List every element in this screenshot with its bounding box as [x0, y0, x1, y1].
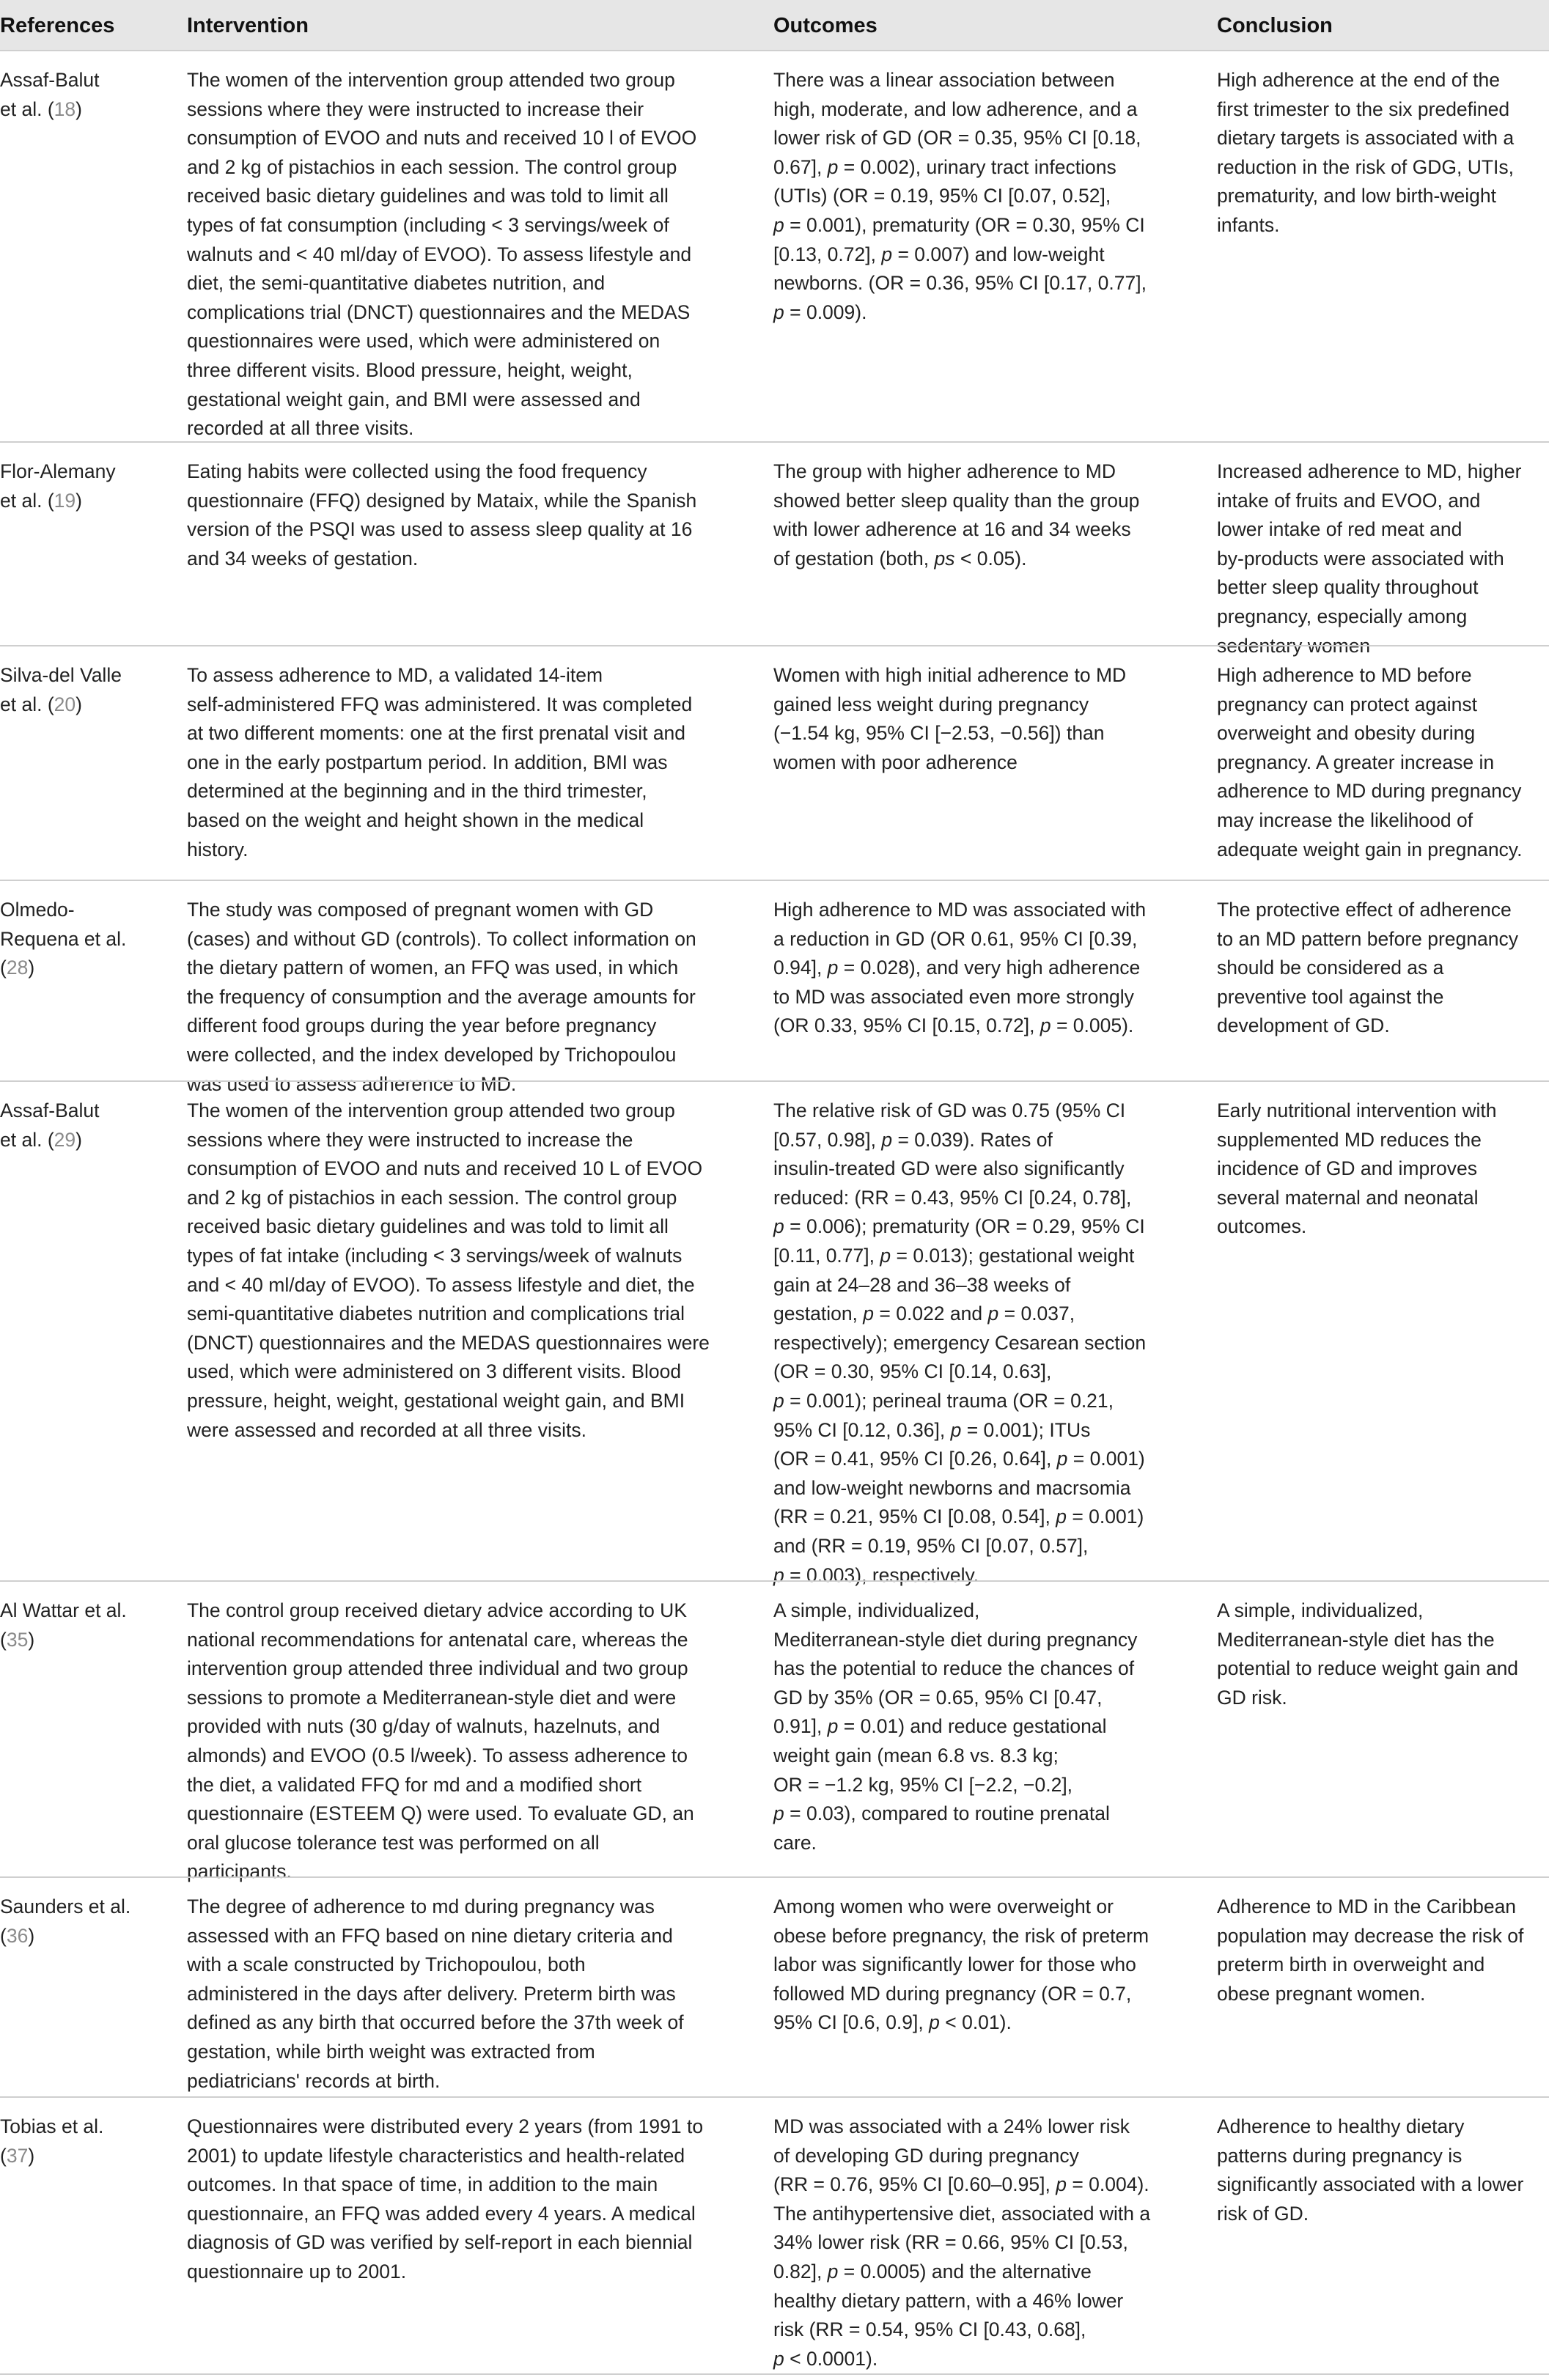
conclusion-line: risk of GD. — [1217, 2202, 1309, 2225]
conclusion-line: by-products were associated with — [1217, 547, 1504, 570]
conclusion-line: Early nutritional intervention with — [1217, 1099, 1497, 1121]
intervention-line: questionnaire up to 2001. — [187, 2260, 407, 2283]
conclusion-line: better sleep quality throughout — [1217, 576, 1479, 599]
reference-text: ) — [28, 957, 35, 979]
outcomes-line: (UTIs) (OR = 0.19, 95% CI [0.07, 0.52], — [773, 185, 1111, 207]
outcomes-line: Mediterranean-style diet during pregnancy — [773, 1628, 1138, 1651]
conclusion-line: dietary targets is associated with a — [1217, 127, 1515, 150]
intervention-line: version of the PSQI was used to assess sleep quality at 16 — [187, 518, 693, 541]
reference-text: Assaf-Balut — [0, 1099, 100, 1121]
outcomes-line: labor was significantly lower for those who — [773, 1953, 1136, 1976]
conclusion-line: prematurity, and low birth-weight — [1217, 185, 1496, 207]
intervention-line: 2001) to update lifestyle characteristics and health-related — [187, 2144, 685, 2167]
reference-text: ( — [0, 1924, 7, 1947]
header-intervention: Intervention — [187, 14, 309, 37]
cell-intervention — [187, 1893, 684, 2096]
conclusion-line: to an MD pattern before pregnancy — [1217, 927, 1518, 950]
outcomes-line: obese before pregnancy, the risk of preterm — [773, 1924, 1149, 1947]
reference-text: Al Wattar et al. — [0, 1599, 127, 1621]
intervention-line: semi-quantitative diabetes nutrition and complications trial — [187, 1303, 685, 1325]
reference-text: Saunders et al. — [0, 1895, 131, 1917]
outcomes-line: [0.57, 0.98], p = 0.039). Rates of — [773, 1128, 1053, 1151]
reference-line — [0, 1126, 100, 1155]
intervention-line: the diet, a validated FFQ for md and a modified short — [187, 1773, 642, 1796]
reference-text: ( — [0, 957, 7, 979]
outcomes-line: (RR = 0.76, 95% CI [0.60–0.95], p = 0.004). — [773, 2173, 1149, 2196]
citation-link[interactable]: 37 — [6, 2144, 29, 2167]
intervention-line: participants. — [187, 1860, 292, 1883]
intervention-line: three different visits. Blood pressure, height, weight, — [187, 358, 633, 381]
intervention-line: pediatricians' records at birth. — [187, 2069, 441, 2092]
conclusion-line: several maternal and neonatal — [1217, 1186, 1479, 1209]
conclusion-line: infants. — [1217, 213, 1280, 236]
intervention-line: walnuts and < 40 ml/day of EVOO). To assess lifestyle and — [187, 243, 692, 265]
outcomes-line: (RR = 0.21, 95% CI [0.08, 0.54], p = 0.001) — [773, 1506, 1144, 1528]
outcomes-line: lower risk of GD (OR = 0.35, 95% CI [0.18, — [773, 127, 1141, 150]
intervention-line: and < 40 ml/day of EVOO). To assess lifestyle and diet, the — [187, 1273, 695, 1296]
outcomes-line: 95% CI [0.12, 0.36], p = 0.001); ITUs — [773, 1418, 1091, 1441]
cell-conclusion — [1217, 661, 1522, 864]
reference-line — [0, 487, 116, 516]
conclusion-line: development of GD. — [1217, 1014, 1390, 1037]
reference-line — [0, 2142, 103, 2171]
header-conclusion: Conclusion — [1217, 14, 1333, 37]
citation-link[interactable]: 19 — [54, 489, 76, 512]
outcomes-line: There was a linear association between — [773, 69, 1115, 91]
outcomes-line: 0.94], p = 0.028), and very high adherence — [773, 957, 1141, 979]
intervention-line: received basic dietary guidelines and was told to limit all — [187, 185, 669, 207]
reference-line — [0, 1596, 127, 1626]
conclusion-line: significantly associated with a lower — [1217, 2173, 1524, 2196]
cell-reference — [0, 661, 122, 719]
table-row — [0, 50, 1549, 440]
cell-outcomes — [773, 66, 1147, 327]
outcomes-line: p = 0.003), respectively. — [773, 1563, 979, 1586]
reference-line — [0, 661, 122, 690]
intervention-line: self-administered FFQ was administered. It was completed — [187, 693, 693, 715]
cell-conclusion — [1217, 457, 1521, 660]
intervention-line: determined at the beginning and in the third trimester, — [187, 780, 647, 803]
outcomes-line: GD by 35% (OR = 0.65, 95% CI [0.47, — [773, 1686, 1103, 1709]
table-row — [0, 1580, 1549, 1883]
outcomes-line: The group with higher adherence to MD — [773, 460, 1116, 482]
outcomes-line: 95% CI [0.6, 0.9], p < 0.01). — [773, 2011, 1012, 2034]
reference-text: et al. ( — [0, 97, 54, 120]
reference-line — [0, 896, 126, 925]
conclusion-line: first trimester to the six predefined — [1217, 97, 1510, 120]
outcomes-line: (−1.54 kg, 95% CI [−2.53, −0.56]) than — [773, 722, 1105, 745]
reference-text: et al. ( — [0, 693, 54, 715]
outcomes-line: gestation, p = 0.022 and p = 0.037, — [773, 1303, 1075, 1325]
conclusion-line: reduction in the risk of GDG, UTIs, — [1217, 155, 1514, 178]
cell-outcomes — [773, 1596, 1137, 1857]
intervention-line: different food groups during the year before pregnancy — [187, 1014, 657, 1037]
conclusion-line: should be considered as a — [1217, 957, 1444, 979]
reference-text: Olmedo- — [0, 899, 75, 921]
outcomes-line: of developing GD during pregnancy — [773, 2144, 1079, 2167]
intervention-line: were collected, and the index developed by Trichopoulou — [187, 1043, 677, 1066]
conclusion-line: intake of fruits and EVOO, and — [1217, 489, 1481, 512]
conclusion-line: High adherence to MD before — [1217, 664, 1472, 686]
outcomes-line: 34% lower risk (RR = 0.66, 95% CI [0.53, — [773, 2231, 1128, 2254]
intervention-line: provided with nuts (30 g/day of walnuts, hazelnuts, and — [187, 1715, 661, 1738]
cell-outcomes — [773, 661, 1126, 777]
cell-reference — [0, 1097, 100, 1154]
cell-outcomes — [773, 2112, 1150, 2373]
reference-line — [0, 1922, 130, 1951]
cell-reference — [0, 2112, 103, 2170]
reference-text: ) — [28, 1924, 35, 1947]
header-outcomes: Outcomes — [773, 14, 877, 37]
citation-link[interactable]: 28 — [6, 957, 29, 979]
outcomes-line: reduced: (RR = 0.43, 95% CI [0.24, 0.78], — [773, 1186, 1132, 1209]
intervention-line: one in the early postpartum period. In addition, BMI was — [187, 751, 668, 773]
cell-intervention — [187, 1596, 694, 1887]
outcomes-line: showed better sleep quality than the group — [773, 489, 1140, 512]
outcomes-line: 0.91], p = 0.01) and reduce gestational — [773, 1715, 1107, 1738]
intervention-line: To assess adherence to MD, a validated 14-item — [187, 664, 603, 686]
cell-outcomes — [773, 1893, 1149, 2038]
reference-line — [0, 2112, 103, 2142]
cell-conclusion — [1217, 2112, 1523, 2228]
outcomes-line: gain at 24–28 and 36–38 weeks of — [773, 1273, 1071, 1296]
outcomes-line: of gestation (both, ps < 0.05). — [773, 547, 1027, 570]
intervention-line: questionnaire, an FFQ was added every 4 years. A medical — [187, 2202, 696, 2225]
intervention-line: consumption of EVOO and nuts and received 10 L of EVOO — [187, 1157, 703, 1180]
reference-text: et al. ( — [0, 1128, 54, 1151]
intervention-line: almonds) and EVOO (0.5 l/week). To assess adherence to — [187, 1744, 688, 1766]
intervention-line: questionnaire (ESTEEM Q) were used. To evaluate GD, an — [187, 1802, 694, 1825]
outcomes-line: p = 0.006); prematurity (OR = 0.29, 95% CI — [773, 1215, 1145, 1238]
conclusion-line: overweight and obesity during — [1217, 722, 1476, 745]
outcomes-line: high, moderate, and low adherence, and a — [773, 97, 1138, 120]
conclusion-line: obese pregnant women. — [1217, 1982, 1426, 2005]
intervention-line: gestation, while birth weight was extracted from — [187, 2040, 595, 2063]
intervention-line: Eating habits were collected using the food frequency — [187, 460, 647, 482]
outcomes-line: [0.13, 0.72], p = 0.007) and low-weight — [773, 243, 1105, 265]
conclusion-line: Adherence to MD in the Caribbean — [1217, 1895, 1517, 1917]
cell-outcomes — [773, 896, 1146, 1041]
conclusion-line: pregnancy, especially among — [1217, 605, 1468, 627]
cell-reference — [0, 1893, 130, 1950]
outcomes-line: to MD was associated even more strongly — [773, 985, 1134, 1008]
conclusion-line: adherence to MD during pregnancy — [1217, 780, 1522, 803]
cell-conclusion — [1217, 66, 1514, 240]
outcomes-line: p < 0.0001). — [773, 2347, 878, 2370]
conclusion-line: patterns during pregnancy is — [1217, 2144, 1462, 2167]
citation-link[interactable]: 29 — [54, 1128, 76, 1151]
outcomes-line: The relative risk of GD was 0.75 (95% CI — [773, 1099, 1126, 1121]
outcomes-line: a reduction in GD (OR 0.61, 95% CI [0.39, — [773, 927, 1138, 950]
conclusion-line: A simple, individualized, — [1217, 1599, 1424, 1621]
table-row — [0, 441, 1549, 657]
intervention-line: used, which were administered on 3 different visits. Blood — [187, 1360, 682, 1383]
outcomes-line: gained less weight during pregnancy — [773, 693, 1089, 715]
outcomes-line: with lower adherence at 16 and 34 weeks — [773, 518, 1131, 541]
conclusion-line: Increased adherence to MD, higher — [1217, 460, 1522, 482]
table-row — [0, 1876, 1549, 2092]
intervention-line: intervention group attended three individual and two group — [187, 1657, 688, 1680]
cell-outcomes — [773, 457, 1139, 573]
intervention-line: pressure, height, weight, gestational weight gain, and BMI — [187, 1389, 685, 1412]
intervention-line: diagnosis of GD was verified by self-report in each biennial — [187, 2231, 693, 2254]
intervention-line: (DNCT) questionnaires and the MEDAS questionnaires were — [187, 1331, 710, 1354]
outcomes-line: risk (RR = 0.54, 95% CI [0.43, 0.68], — [773, 2318, 1086, 2341]
intervention-line: and 2 kg of pistachios in each session. The control group — [187, 1186, 677, 1209]
reference-text: ) — [28, 1628, 35, 1651]
outcomes-line: 0.67], p = 0.002), urinary tract infections — [773, 155, 1116, 178]
table-row — [0, 2096, 1549, 2370]
intervention-line: defined as any birth that occurred before the 37th week of — [187, 2011, 684, 2034]
intervention-line: based on the weight and height shown in the medical — [187, 808, 644, 831]
cell-reference — [0, 896, 126, 983]
intervention-line: sessions where they were instructed to increase the — [187, 1128, 633, 1151]
outcomes-line: OR = −1.2 kg, 95% CI [−2.2, −0.2], — [773, 1773, 1073, 1796]
conclusion-line: incidence of GD and improves — [1217, 1157, 1477, 1180]
cell-intervention — [187, 457, 696, 573]
reference-text: ) — [76, 693, 82, 715]
conclusion-line: pregnancy can protect against — [1217, 693, 1478, 715]
citation-link[interactable]: 35 — [6, 1628, 29, 1651]
conclusion-line: population may decrease the risk of — [1217, 1924, 1524, 1947]
intervention-line: The degree of adherence to md during pregnancy was — [187, 1895, 655, 1917]
reference-line — [0, 954, 126, 983]
conclusion-line: Adherence to healthy dietary — [1217, 2115, 1465, 2137]
outcomes-line: Women with high initial adherence to MD — [773, 664, 1127, 686]
table-bottom-rule — [0, 2373, 1549, 2375]
reference-text: ) — [28, 2144, 35, 2167]
intervention-line: the frequency of consumption and the average amounts for — [187, 985, 696, 1008]
outcomes-line: Among women who were overweight or — [773, 1895, 1114, 1917]
outcomes-line: and low-weight newborns and macrsomia — [773, 1476, 1131, 1499]
cell-intervention — [187, 896, 696, 1099]
outcomes-line: care. — [773, 1831, 817, 1854]
intervention-line: were assessed and recorded at all three visits. — [187, 1418, 586, 1441]
table-row — [0, 880, 1549, 1095]
cell-conclusion — [1217, 1097, 1497, 1242]
outcomes-line: healthy dietary pattern, with a 46% lower — [773, 2289, 1124, 2312]
reference-text: Assaf-Balut — [0, 69, 100, 91]
conclusion-line: adequate weight gain in pregnancy. — [1217, 838, 1523, 861]
intervention-line: diet, the semi-quantitative diabetes nutrition, and — [187, 272, 606, 295]
outcomes-line: (OR = 0.30, 95% CI [0.14, 0.63], — [773, 1360, 1052, 1383]
header-references: References — [0, 14, 115, 37]
cell-conclusion — [1217, 896, 1518, 1041]
conclusion-line: may increase the likelihood of — [1217, 808, 1473, 831]
reference-text: ( — [0, 1628, 7, 1651]
reference-text: ) — [76, 97, 82, 120]
conclusion-line: Mediterranean-style diet has the — [1217, 1628, 1495, 1651]
conclusion-line: pregnancy. A greater increase in — [1217, 751, 1495, 773]
intervention-line: The women of the intervention group attended two group — [187, 1099, 675, 1121]
intervention-line: The women of the intervention group attended two group — [187, 69, 675, 91]
reference-line — [0, 1097, 100, 1126]
conclusion-line: potential to reduce weight gain and — [1217, 1657, 1519, 1680]
outcomes-line: p = 0.001), prematurity (OR = 0.30, 95% CI — [773, 213, 1145, 236]
intervention-line: consumption of EVOO and nuts and received 10 l of EVOO — [187, 127, 697, 150]
reference-line — [0, 1626, 127, 1655]
conclusion-line: supplemented MD reduces the — [1217, 1128, 1482, 1151]
reference-line — [0, 1893, 130, 1922]
outcomes-line: p = 0.009). — [773, 301, 867, 323]
reference-line — [0, 690, 122, 720]
intervention-line: complications trial (DNCT) questionnaires and the MEDAS — [187, 301, 691, 323]
reference-text: ( — [0, 2144, 7, 2167]
cell-intervention — [187, 661, 692, 864]
conclusion-line: GD risk. — [1217, 1686, 1287, 1709]
conclusion-line: High adherence at the end of the — [1217, 69, 1501, 91]
conclusion-line: lower intake of red meat and — [1217, 518, 1462, 541]
cell-outcomes — [773, 1097, 1146, 1590]
outcomes-line: weight gain (mean 6.8 vs. 8.3 kg; — [773, 1744, 1059, 1766]
outcomes-line: The antihypertensive diet, associated with a — [773, 2202, 1151, 2225]
reference-text: ) — [76, 1128, 82, 1151]
conclusion-line: outcomes. — [1217, 1215, 1307, 1238]
intervention-line: gestational weight gain, and BMI were assessed and — [187, 388, 641, 410]
outcomes-line: (OR = 0.41, 95% CI [0.26, 0.64], p = 0.001) — [773, 1448, 1145, 1470]
citation-link[interactable]: 20 — [54, 693, 76, 715]
outcomes-line: (OR 0.33, 95% CI [0.15, 0.72], p = 0.005). — [773, 1014, 1134, 1037]
intervention-line: history. — [187, 838, 249, 861]
conclusion-line: The protective effect of adherence — [1217, 899, 1512, 921]
outcomes-line: p = 0.001); perineal trauma (OR = 0.21, — [773, 1389, 1114, 1412]
intervention-line: (cases) and without GD (controls). To collect information on — [187, 927, 696, 950]
outcomes-line: 0.82], p = 0.0005) and the alternative — [773, 2260, 1092, 2283]
citation-link[interactable]: 36 — [6, 1924, 29, 1947]
cell-conclusion — [1217, 1893, 1523, 2008]
outcomes-line: [0.11, 0.77], p = 0.013); gestational weight — [773, 1244, 1135, 1267]
cell-conclusion — [1217, 1596, 1518, 1712]
outcomes-line: newborns. (OR = 0.36, 95% CI [0.17, 0.77], — [773, 272, 1147, 295]
reference-text: Flor-Alemany — [0, 460, 116, 482]
intervention-line: types of fat intake (including < 3 servings/week of walnuts — [187, 1244, 682, 1267]
intervention-line: The study was composed of pregnant women with GD — [187, 899, 654, 921]
intervention-line: assessed with an FFQ based on nine dietary criteria and — [187, 1924, 673, 1947]
conclusion-line: preventive tool against the — [1217, 985, 1444, 1008]
intervention-line: recorded at all three visits. — [187, 417, 414, 440]
cell-intervention — [187, 2112, 703, 2287]
reference-text: et al. ( — [0, 489, 54, 512]
intervention-line: sessions where they were instructed to increase their — [187, 97, 644, 120]
reference-text: Tobias et al. — [0, 2115, 104, 2137]
table-header — [0, 0, 1549, 51]
intervention-line: and 34 weeks of gestation. — [187, 547, 419, 570]
reference-text: ) — [76, 489, 82, 512]
intervention-line: administered in the days after delivery. Preterm birth was — [187, 1982, 676, 2005]
reference-line — [0, 66, 100, 95]
outcomes-line: insulin-treated GD were also significantly — [773, 1157, 1125, 1180]
outcomes-line: MD was associated with a 24% lower risk — [773, 2115, 1130, 2137]
outcomes-line: followed MD during pregnancy (OR = 0.7, — [773, 1982, 1132, 2005]
intervention-line: the dietary pattern of women, an FFQ was used, in which — [187, 957, 679, 979]
reference-line — [0, 925, 126, 954]
intervention-line: questionnaire (FFQ) designed by Mataix, while the Spanish — [187, 489, 697, 512]
outcomes-line: and (RR = 0.19, 95% CI [0.07, 0.57], — [773, 1534, 1089, 1557]
intervention-line: at two different moments: one at the first prenatal visit and — [187, 722, 686, 745]
intervention-line: sessions to promote a Mediterranean-style diet and were — [187, 1686, 677, 1709]
reference-text: Silva-del Valle — [0, 664, 122, 686]
cell-reference — [0, 457, 116, 515]
intervention-line: types of fat consumption (including < 3 servings/week of — [187, 213, 669, 236]
cell-intervention — [187, 66, 696, 443]
intervention-line: and 2 kg of pistachios in each session. The control group — [187, 155, 677, 178]
conclusion-line: sedentary women — [1217, 634, 1371, 657]
intervention-line: oral glucose tolerance test was performed on all — [187, 1831, 600, 1854]
intervention-line: Questionnaires were distributed every 2 years (from 1991 to — [187, 2115, 704, 2137]
intervention-line: was used to assess adherence to MD. — [187, 1072, 517, 1095]
intervention-line: The control group received dietary advice according to UK — [187, 1599, 687, 1621]
conclusion-line: preterm birth in overweight and — [1217, 1953, 1485, 1976]
cell-reference — [0, 1596, 127, 1654]
cell-reference — [0, 66, 100, 124]
outcomes-line: p = 0.03), compared to routine prenatal — [773, 1802, 1110, 1825]
cell-intervention — [187, 1097, 710, 1445]
outcomes-line: women with poor adherence — [773, 751, 1018, 773]
citation-link[interactable]: 18 — [54, 97, 76, 120]
intervention-line: with a scale constructed by Trichopoulou, both — [187, 1953, 586, 1976]
outcomes-line: respectively); emergency Cesarean section — [773, 1331, 1147, 1354]
outcomes-line: has the potential to reduce the chances of — [773, 1657, 1135, 1680]
intervention-line: national recommendations for antenatal care, whereas the — [187, 1628, 688, 1651]
reference-line — [0, 457, 116, 487]
outcomes-line: High adherence to MD was associated with — [773, 899, 1147, 921]
outcomes-line: A simple, individualized, — [773, 1599, 980, 1621]
reference-line — [0, 95, 100, 125]
intervention-line: questionnaires were used, which were administered on — [187, 330, 661, 353]
reference-text: Requena et al. — [0, 927, 127, 950]
intervention-line: outcomes. In that space of time, in addition to the main — [187, 2173, 658, 2196]
intervention-line: received basic dietary guidelines and was told to limit all — [187, 1215, 669, 1238]
